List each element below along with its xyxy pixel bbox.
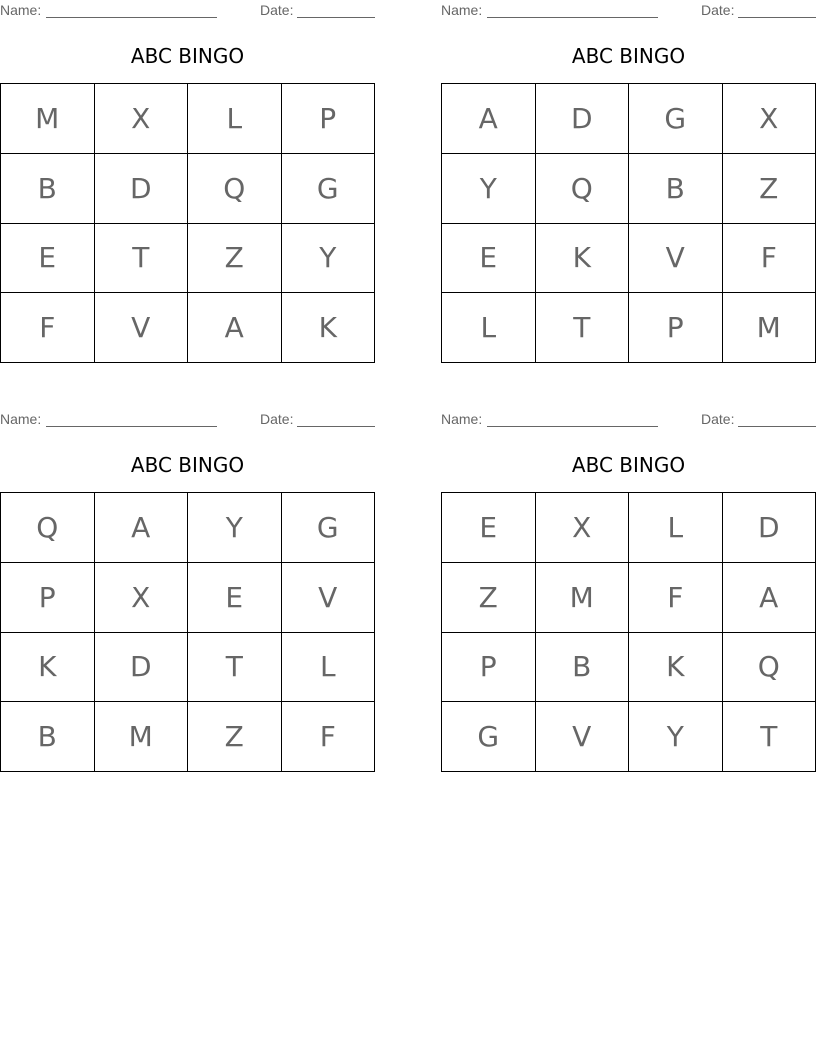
bingo-cell[interactable]: K	[282, 293, 376, 363]
bingo-cell[interactable]: F	[629, 563, 723, 633]
date-blank-line[interactable]	[297, 17, 375, 18]
bingo-cell[interactable]: G	[442, 702, 536, 772]
bingo-cell[interactable]: Z	[442, 563, 536, 633]
bingo-card	[441, 409, 816, 773]
bingo-cell[interactable]: Y	[442, 154, 536, 224]
date-blank-line[interactable]	[297, 426, 375, 427]
bingo-cell[interactable]: Q	[188, 154, 282, 224]
bingo-cell[interactable]: X	[95, 84, 189, 154]
bingo-cell[interactable]: B	[1, 702, 95, 772]
bingo-cell[interactable]: Q	[1, 493, 95, 563]
bingo-cell[interactable]: T	[188, 633, 282, 703]
bingo-cell[interactable]: F	[1, 293, 95, 363]
bingo-cell[interactable]: D	[95, 633, 189, 703]
card-title: ABC BINGO	[571, 44, 686, 68]
bingo-cell[interactable]: X	[95, 563, 189, 633]
name-blank-line[interactable]	[487, 17, 658, 18]
bingo-cell[interactable]: A	[188, 293, 282, 363]
bingo-cell[interactable]: T	[723, 702, 816, 772]
name-label: Name:	[441, 2, 483, 18]
bingo-cell[interactable]: P	[282, 84, 376, 154]
bingo-card	[441, 0, 816, 364]
name-date-row	[441, 2, 816, 18]
bingo-cell[interactable]: K	[1, 633, 95, 703]
bingo-cell[interactable]: T	[95, 224, 189, 294]
bingo-cell[interactable]: E	[188, 563, 282, 633]
bingo-cell[interactable]: X	[723, 84, 816, 154]
bingo-grid	[0, 83, 375, 363]
name-label: Name:	[441, 411, 483, 427]
bingo-cell[interactable]: F	[282, 702, 376, 772]
bingo-cell[interactable]: Q	[536, 154, 630, 224]
date-label: Date:	[260, 2, 294, 18]
bingo-card	[0, 409, 375, 773]
bingo-cell[interactable]: K	[536, 224, 630, 294]
card-title: ABC BINGO	[130, 44, 245, 68]
bingo-cell[interactable]: V	[282, 563, 376, 633]
bingo-cell[interactable]: P	[629, 293, 723, 363]
bingo-cell[interactable]: M	[95, 702, 189, 772]
bingo-cell[interactable]: D	[95, 154, 189, 224]
bingo-cell[interactable]: P	[442, 633, 536, 703]
bingo-cell[interactable]: M	[536, 563, 630, 633]
bingo-cell[interactable]: G	[282, 493, 376, 563]
bingo-cell[interactable]: T	[536, 293, 630, 363]
bingo-cell[interactable]: Z	[723, 154, 816, 224]
bingo-cell[interactable]: K	[629, 633, 723, 703]
name-date-row	[441, 411, 816, 427]
bingo-cell[interactable]: D	[536, 84, 630, 154]
bingo-cell[interactable]: E	[442, 224, 536, 294]
bingo-grid	[0, 492, 375, 772]
bingo-cell[interactable]: G	[282, 154, 376, 224]
bingo-cell[interactable]: Q	[723, 633, 816, 703]
bingo-cell[interactable]: Z	[188, 224, 282, 294]
bingo-cell[interactable]: A	[723, 563, 816, 633]
name-blank-line[interactable]	[46, 426, 217, 427]
date-label: Date:	[260, 411, 294, 427]
name-label: Name:	[0, 411, 42, 427]
bingo-cell[interactable]: E	[442, 493, 536, 563]
bingo-cell[interactable]: Y	[282, 224, 376, 294]
bingo-cell[interactable]: M	[723, 293, 816, 363]
bingo-cell[interactable]: Y	[188, 493, 282, 563]
bingo-card	[0, 0, 375, 364]
bingo-cell[interactable]: V	[629, 224, 723, 294]
bingo-cell[interactable]: Y	[629, 702, 723, 772]
name-label: Name:	[0, 2, 42, 18]
bingo-grid	[441, 492, 816, 772]
bingo-cell[interactable]: B	[1, 154, 95, 224]
bingo-cell[interactable]: F	[723, 224, 816, 294]
bingo-cell[interactable]: M	[1, 84, 95, 154]
bingo-cell[interactable]: E	[1, 224, 95, 294]
bingo-cell[interactable]: L	[282, 633, 376, 703]
bingo-cell[interactable]: L	[629, 493, 723, 563]
bingo-cell[interactable]: X	[536, 493, 630, 563]
bingo-cell[interactable]: A	[95, 493, 189, 563]
bingo-cell[interactable]: V	[95, 293, 189, 363]
name-blank-line[interactable]	[487, 426, 658, 427]
date-label: Date:	[701, 411, 735, 427]
bingo-cell[interactable]: L	[188, 84, 282, 154]
bingo-cell[interactable]: B	[629, 154, 723, 224]
name-blank-line[interactable]	[46, 17, 217, 18]
bingo-cell[interactable]: V	[536, 702, 630, 772]
bingo-cell[interactable]: D	[723, 493, 816, 563]
bingo-cell[interactable]: A	[442, 84, 536, 154]
date-label: Date:	[701, 2, 735, 18]
bingo-cell[interactable]: Z	[188, 702, 282, 772]
name-date-row	[0, 411, 375, 427]
date-blank-line[interactable]	[738, 17, 816, 18]
bingo-cell[interactable]: G	[629, 84, 723, 154]
date-blank-line[interactable]	[738, 426, 816, 427]
bingo-grid	[441, 83, 816, 363]
bingo-cell[interactable]: L	[442, 293, 536, 363]
card-title: ABC BINGO	[130, 453, 245, 477]
name-date-row	[0, 2, 375, 18]
bingo-cell[interactable]: B	[536, 633, 630, 703]
card-title: ABC BINGO	[571, 453, 686, 477]
bingo-cell[interactable]: P	[1, 563, 95, 633]
